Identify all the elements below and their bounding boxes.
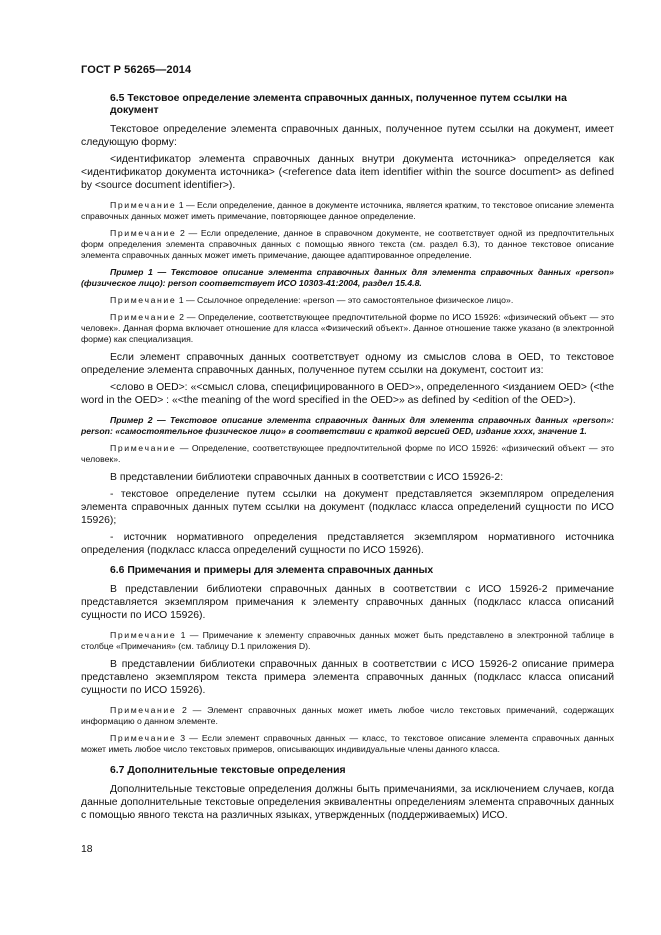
note-text: 2 — Если определение, данное в справочном документе, не соответствует одной из предпочтительных форм определения элемента справочных данных с помощью явного текста (см. раздел 6.3), то данное текстовое описание элемента справочных данных может иметь примечание, дающее адаптированное определение. [81,228,614,260]
page-content [81,93,614,826]
note-label: Примечание [110,705,177,715]
note-label: Примечание [110,443,177,453]
note-text: 1 — Если определение, данное в документе источника, является кратким, то текстовое описание элемента справочных данных может иметь примечание, повторяющее данное определение. [81,200,614,221]
note-label: Примечание [110,312,177,322]
document-header: ГОСТ Р 56265—2014 [81,64,192,76]
note-text: — Определение, соответствующее предпочтительной форме по ИСО 15926: «физический объект — это человек». [81,443,614,464]
paragraph: <слово в OED>: «<смысл слова, специфицированного в OED>», определенного <изданием OED> (<the word in the OED> : «<the meaning of the word specified in the OED>» as defined by <edition of the OED>). [81,382,614,406]
paragraph: Если элемент справочных данных соответствует одному из смыслов слова в OED, то текстовое определение элемента справочных данных, полученное путем ссылки на документ, состоит из: [81,352,614,376]
example: Пример 1 — Текстовое описание элемента справочных данных для элемента справочных данных «person» (физическое лицо): person соответствует ИСО 10303-41:2004, раздел 15.4.8. [81,267,614,288]
paragraph: Текстовое определение элемента справочных данных, полученное путем ссылки на документ, имеет следующую форму: [81,124,614,148]
note [81,733,614,755]
note-text: 2 — Определение, соответствующее предпочтительной форме по ИСО 15926: «физический объект — это человек». Данная форма включает отношение для класса «Физический объект». Данное отношение также указано (в электронной форме) как специализация. [81,312,614,344]
note [81,630,614,652]
note-text: 1 — Ссылочное определение: «person — это самостоятельное физическое лицо». [176,295,514,305]
paragraph: В представлении библиотеки справочных данных в соответствии с ИСО 15926-2 примечание представляется экземпляром примечания к элементу справочных данных (подкласс класса описаний сущности по ИСО 15926). [81,584,614,621]
note [81,295,614,306]
section-6-7-title: 6.7 Дополнительные текстовые определения [110,765,346,776]
note [81,443,614,465]
note-text: 3 — Если элемент справочных данных — класс, то текстовое описание элемента справочных данных может иметь любое число текстовых примеров, описывающих индивидуальные члены данного класса. [81,733,614,754]
paragraph: - текстовое определение путем ссылки на документ представляется экземпляром определения элемента справочных данных путем ссылки на документ (подкласс класса определений сущности по ИСО 15926); [81,489,614,526]
note-text: 2 — Элемент справочных данных может иметь любое число текстовых примечаний, содержащих информацию о данном элементе. [81,705,614,726]
paragraph: Дополнительные текстовые определения должны быть примечаниями, за исключением случаев, когда данные дополнительные текстовые определения эквивалентны определениям элемента справочных данных с помощью явного текста на различных языках, утвержденных (поддерживаемых) ИСО. [81,784,614,821]
paragraph: В представлении библиотеки справочных данных в соответствии с ИСО 15926-2: [110,472,504,483]
paragraph: - источник нормативного определения представляется экземпляром нормативного источника определения (подкласс класса определений сущности по ИСО 15926). [81,532,614,556]
section-6-6-title: 6.6 Примечания и примеры для элемента справочных данных [110,565,434,576]
note-label: Примечание [110,295,177,305]
example: Пример 2 — Текстовое описание элемента справочных данных для элемента справочных данных «person»: person: «самостоятельное физическое лицо» в соответствии с краткой версией OED, издание хххх, значение 1. [81,415,614,436]
note-label: Примечание [110,733,177,743]
paragraph: <идентификатор элемента справочных данных внутри документа источника> определяется как <идентификатор документа источника> (<reference data item identifier within the source document> as defined by <source document identifier>). [81,154,614,191]
note-text: 1 — Примечание к элементу справочных данных может быть представлено в электронной таблице в столбце «Примечания» (см. таблицу D.1 приложения D). [81,630,614,651]
note [81,200,614,222]
section-6-5-title: 6.5 Текстовое определение элемента справочных данных, полученное путем ссылки на документ [110,93,567,116]
note [81,228,614,261]
paragraph: В представлении библиотеки справочных данных в соответствии с ИСО 15926-2 описание примера представлено экземпляром текста примера элемента справочных данных (подкласс класса описаний сущности по ИСО 15926). [81,659,614,696]
page-number: 18 [81,844,93,855]
note-label: Примечание [110,200,177,210]
note [81,312,614,345]
note-label: Примечание [110,630,177,640]
note [81,705,614,727]
note-label: Примечание [110,228,177,238]
